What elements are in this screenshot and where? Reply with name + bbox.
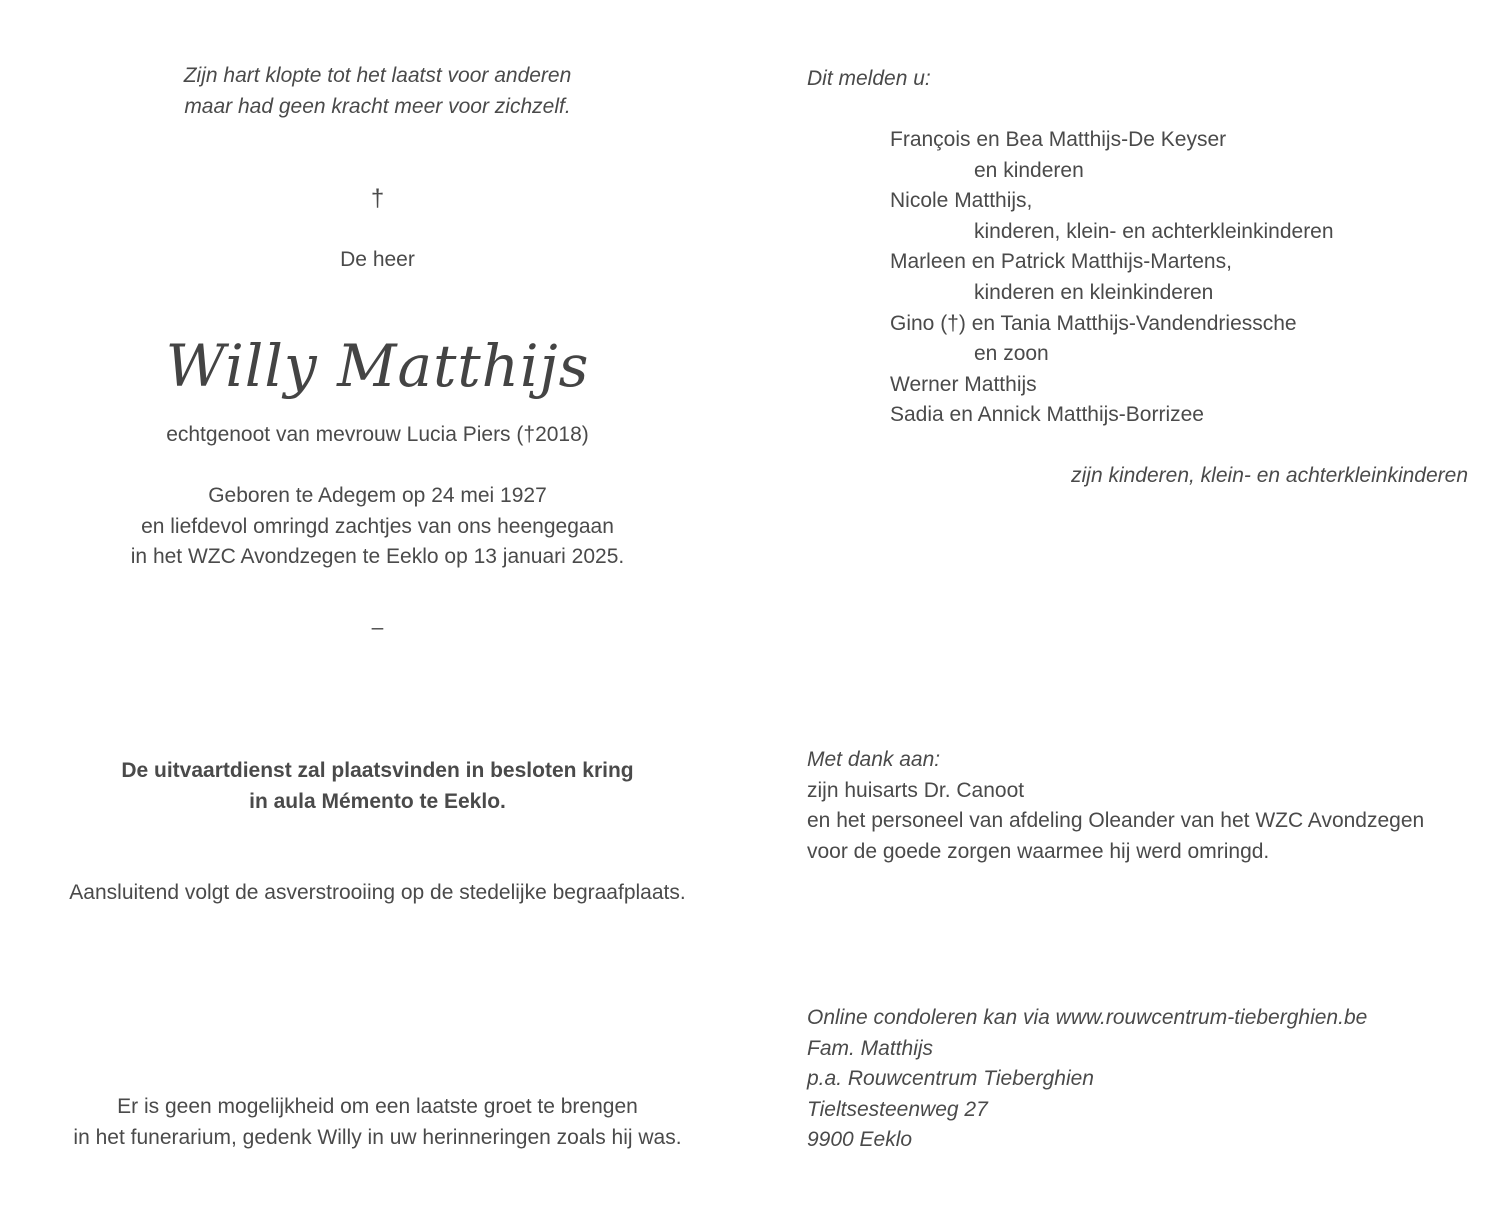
honorific: De heer <box>340 248 415 271</box>
thanks-line: zijn huisarts Dr. Canoot <box>807 778 1025 802</box>
motto <box>0 61 755 122</box>
contact-line: 9900 Eeklo <box>807 1128 913 1152</box>
funeral-service <box>0 756 755 817</box>
thanks-header: Met dank aan: <box>807 748 941 771</box>
family-descendants: en kinderen <box>974 158 1084 182</box>
thanks-line: en het personeel van afdeling Oleander van het WZC Avondzegen <box>807 809 1425 833</box>
birth-death-line: en liefdevol omringd zachtjes van ons heengegaan <box>141 514 614 538</box>
family-descendants: kinderen en kleinkinderen <box>974 280 1214 304</box>
contact-line: Tieltsesteenweg 27 <box>807 1097 988 1121</box>
contact-line: Fam. Matthijs <box>807 1036 934 1060</box>
family-list <box>890 125 1334 431</box>
contact-line: p.a. Rouwcentrum Tieberghien <box>807 1067 1094 1091</box>
birth-death-line: Geboren te Adegem op 24 mei 1927 <box>208 484 547 507</box>
motto-line: Zijn hart klopte tot het laatst voor anderen <box>183 64 572 87</box>
farewell-note <box>0 1092 755 1153</box>
family-member: Nicole Matthijs, <box>890 189 1033 213</box>
family-member: François en Bea Matthijs-De Keyser <box>890 128 1227 151</box>
contact-section <box>807 1003 1367 1156</box>
deceased-name: Willy Matthijs <box>165 332 590 400</box>
thanks-section <box>807 745 1424 867</box>
family-descendants: en zoon <box>974 342 1049 366</box>
cross-symbol: † <box>370 185 385 212</box>
farewell-line: Er is geen mogelijkheid om een laatste groet te brengen <box>117 1095 638 1118</box>
announce-header: Dit melden u: <box>807 67 931 90</box>
farewell-line: in het funerarium, gedenk Willy in uw herinneringen zoals hij was. <box>73 1125 682 1149</box>
family-member: Gino (†) en Tania Matthijs-Vandendriessche <box>890 311 1297 335</box>
condolence-link[interactable]: Online condoleren kan via www.rouwcentrum-tieberghien.be <box>807 1006 1368 1029</box>
family-member: Werner Matthijs <box>890 372 1037 396</box>
family-member: Marleen en Patrick Matthijs-Martens, <box>890 250 1232 274</box>
separator-dash: – <box>371 616 384 639</box>
birth-death-line: in het WZC Avondzegen te Eeklo op 13 januari 2025. <box>130 545 625 569</box>
ash-scattering: Aansluitend volgt de asverstrooiing op de stedelijke begraafplaats. <box>69 881 686 904</box>
thanks-line: voor de goede zorgen waarmee hij werd omringd. <box>807 839 1270 863</box>
family-descendants: kinderen, klein- en achterkleinkinderen <box>974 219 1334 243</box>
family-member: Sadia en Annick Matthijs-Borrizee <box>890 403 1204 427</box>
spouse-line: echtgenoot van mevrouw Lucia Piers (†2018) <box>166 423 589 446</box>
service-line: in aula Mémento te Eeklo. <box>249 789 506 813</box>
service-line: De uitvaartdienst zal plaatsvinden in besloten kring <box>121 759 634 782</box>
motto-line: maar had geen kracht meer voor zichzelf. <box>184 94 571 118</box>
birth-death-info <box>0 481 755 573</box>
family-closing: zijn kinderen, klein- en achterkleinkinderen <box>1071 464 1468 487</box>
